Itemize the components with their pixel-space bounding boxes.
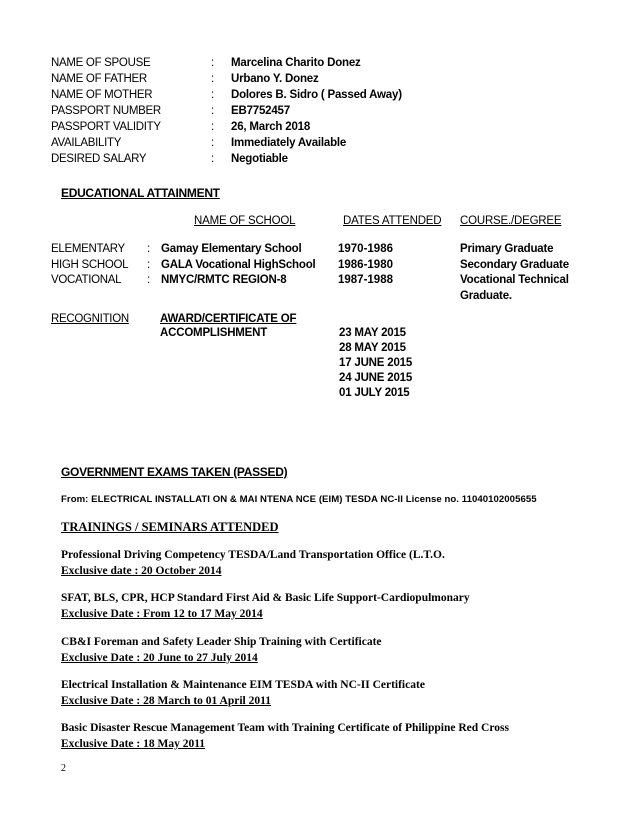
page-number: 2 [61, 763, 66, 774]
education-school: Gamay Elementary School [161, 243, 302, 255]
education-level: ELEMENTARY [51, 243, 125, 255]
recognition-award-line2: ACCOMPLISHMENT [160, 327, 268, 339]
education-row-elementary [51, 241, 611, 257]
column-header-dates: DATES ATTENDED [343, 215, 442, 227]
recognition-label: RECOGNITION [51, 313, 129, 325]
personal-value: 26, March 2018 [231, 121, 311, 133]
education-colon: : [147, 243, 151, 255]
personal-colon: : [211, 137, 215, 149]
training-title: CB&I Foreman and Safety Leader Ship Training with Certificate [61, 636, 382, 648]
column-header-course: COURSE./DEGREE [460, 215, 562, 227]
recognition-date: 23 MAY 2015 [339, 327, 406, 339]
training-title: SFAT, BLS, CPR, HCP Standard First Aid & Basic Life Support-Cardiopulmonary [61, 592, 470, 604]
personal-value: Negotiable [231, 153, 288, 165]
personal-label: NAME OF SPOUSE [51, 57, 151, 69]
personal-row-passport-validity [51, 119, 611, 135]
recognition-date: 24 JUNE 2015 [339, 372, 413, 384]
personal-colon: : [211, 73, 215, 85]
education-course-continued: Graduate. [460, 290, 512, 302]
education-dates: 1986-1980 [338, 259, 393, 271]
recognition-date: 17 JUNE 2015 [339, 357, 413, 369]
personal-row-spouse [51, 55, 611, 71]
personal-row-passport-number [51, 103, 611, 119]
recognition-date: 01 JULY 2015 [339, 387, 410, 399]
recognition-date: 28 MAY 2015 [339, 342, 406, 354]
column-header-school: NAME OF SCHOOL [194, 215, 296, 227]
education-dates: 1970-1986 [338, 243, 393, 255]
education-row-high-school [51, 257, 611, 273]
training-title: Basic Disaster Rescue Management Team with Training Certificate of Philippine Red Cross [61, 722, 509, 734]
personal-value: EB7752457 [231, 105, 290, 117]
education-course: Primary Graduate [460, 243, 554, 255]
personal-value: Urbano Y. Donez [231, 73, 319, 85]
personal-row-availability [51, 135, 611, 151]
training-date: Exclusive Date : 18 May 2011 [61, 738, 206, 750]
personal-colon: : [211, 121, 215, 133]
education-course: Vocational Technical [460, 274, 569, 286]
personal-label: PASSPORT VALIDITY [51, 121, 161, 133]
personal-value: Dolores B. Sidro ( Passed Away) [231, 89, 402, 101]
training-title: Professional Driving Competency TESDA/Land Transportation Office (L.T.O. [61, 549, 445, 561]
personal-label: DESIRED SALARY [51, 153, 147, 165]
education-dates: 1987-1988 [338, 274, 393, 286]
education-colon: : [147, 274, 151, 286]
personal-label: NAME OF FATHER [51, 73, 147, 85]
personal-row-mother [51, 87, 611, 103]
personal-label: PASSPORT NUMBER [51, 105, 161, 117]
government-exams-heading: GOVERNMENT EXAMS TAKEN (PASSED) [61, 465, 288, 479]
training-title: Electrical Installation & Maintenance EIM TESDA with NC-II Certificate [61, 679, 425, 691]
education-school: GALA Vocational HighSchool [161, 259, 316, 271]
personal-label: AVAILABILITY [51, 137, 122, 149]
education-course: Secondary Graduate [460, 259, 569, 271]
personal-colon: : [211, 89, 215, 101]
training-date: Exclusive Date : 28 March to 01 April 2011 [61, 695, 271, 707]
education-colon: : [147, 259, 151, 271]
education-level: VOCATIONAL [51, 274, 122, 286]
education-level: HIGH SCHOOL [51, 259, 129, 271]
personal-colon: : [211, 153, 215, 165]
training-date: Exclusive Date : From 12 to 17 May 2014 [61, 608, 263, 620]
recognition-award-line1: AWARD/CERTIFICATE OF [160, 313, 297, 325]
government-exam-entry: From: ELECTRICAL INSTALLATI ON & MAI NTENA NCE (EIM) TESDA NC-II License no. 11040102005655 [61, 494, 537, 505]
training-date: Exclusive date : 20 October 2014 [61, 565, 222, 577]
personal-value: Immediately Available [231, 137, 347, 149]
education-row-vocational-cont [51, 288, 611, 304]
personal-row-father [51, 71, 611, 87]
education-row-vocational [51, 272, 611, 288]
personal-colon: : [211, 105, 215, 117]
education-school: NMYC/RMTC REGION-8 [161, 274, 287, 286]
personal-value: Marcelina Charito Donez [231, 57, 361, 69]
trainings-heading: TRAININGS / SEMINARS ATTENDED [61, 520, 279, 534]
personal-colon: : [211, 57, 215, 69]
training-date: Exclusive Date : 20 June to 27 July 2014 [61, 652, 258, 664]
personal-row-salary [51, 151, 611, 167]
education-heading: EDUCATIONAL ATTAINMENT [61, 186, 220, 200]
personal-label: NAME OF MOTHER [51, 89, 153, 101]
